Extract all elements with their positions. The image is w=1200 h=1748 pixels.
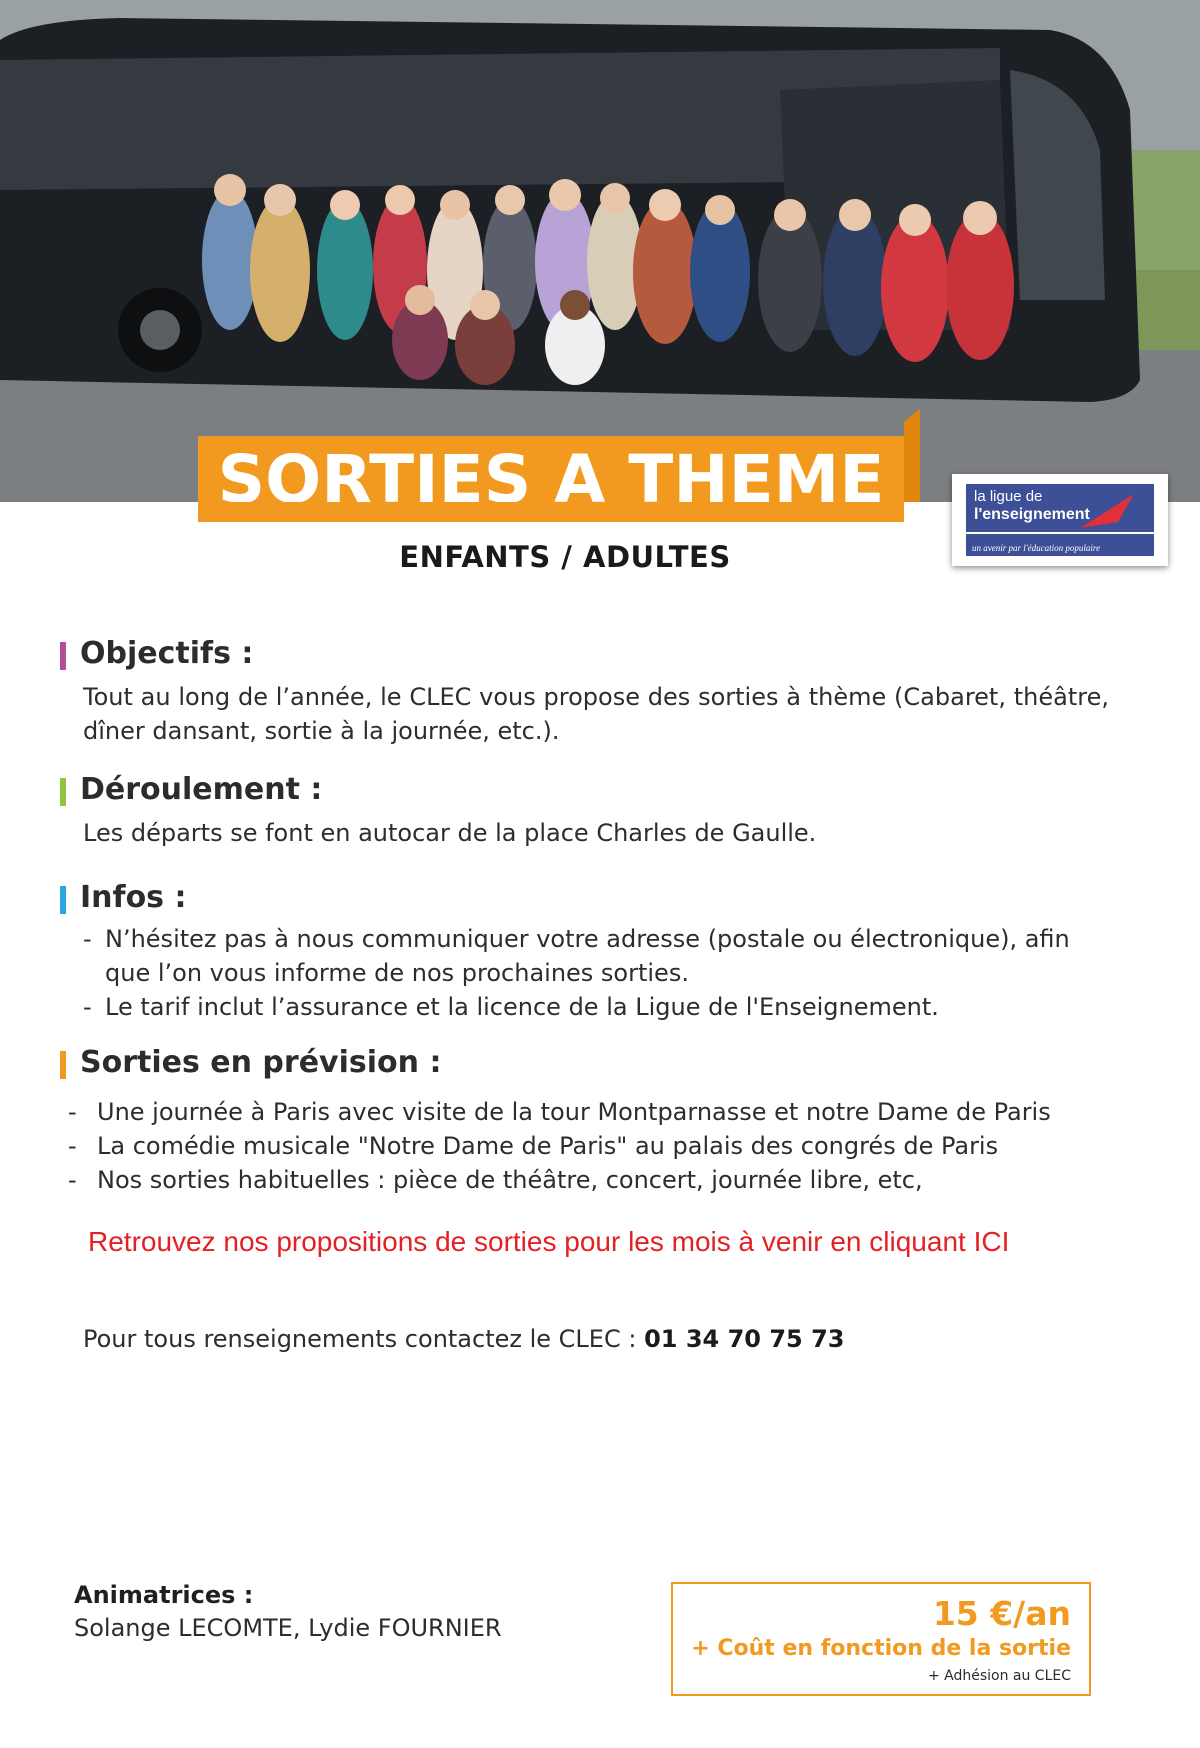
section-bar bbox=[60, 642, 66, 670]
section-objectifs-heading bbox=[60, 636, 253, 672]
deroulement-text: Les départs se font en autocar de la place Charles de Gaulle. bbox=[83, 819, 817, 847]
heading-text: Objectifs : bbox=[80, 636, 254, 671]
sorties-link[interactable]: Retrouvez nos propositions de sorties pour les mois à venir en cliquant ICI bbox=[88, 1226, 1010, 1257]
list-item-text: Une journée à Paris avec visite de la tour Montparnasse et notre Dame de Paris bbox=[97, 1098, 1051, 1126]
title-banner-tail bbox=[198, 502, 904, 522]
price-note: + Adhésion au CLEC bbox=[927, 1668, 1071, 1684]
page-subtitle: ENFANTS / ADULTES bbox=[399, 540, 731, 574]
list-item-text: Le tarif inclut l’assurance et la licence de la Ligue de l'Enseignement. bbox=[105, 993, 939, 1021]
section-bar bbox=[60, 886, 66, 914]
title-banner bbox=[198, 436, 904, 502]
infos-list bbox=[83, 922, 1103, 1024]
list-item bbox=[83, 922, 1103, 990]
dash-icon: - bbox=[83, 993, 92, 1021]
heading-text: Déroulement : bbox=[80, 772, 323, 807]
dash-icon: - bbox=[68, 1166, 77, 1194]
section-bar bbox=[60, 778, 66, 806]
bus-group-illustration bbox=[0, 0, 1200, 502]
section-bar bbox=[60, 1051, 66, 1079]
list-item-text: N’hésitez pas à nous communiquer votre adresse (postale ou électronique), afin que l’on vous informe de nos prochaines sorties. bbox=[105, 925, 1070, 987]
logo-line-1: la ligue de bbox=[974, 488, 1043, 505]
dash-icon: - bbox=[68, 1132, 77, 1160]
logo-line-2: l'enseignement bbox=[974, 506, 1090, 523]
price-extra: + Coût en fonction de la sortie bbox=[691, 1636, 1071, 1661]
hero-photo bbox=[0, 0, 1200, 502]
objectifs-text: Tout au long de l’année, le CLEC vous propose des sorties à thème (Cabaret, théâtre, dîner dansant, sortie à la journée, etc.). bbox=[83, 683, 1109, 745]
page-title: SORTIES A THEME bbox=[217, 440, 885, 502]
contact-label: Pour tous renseignements contactez le CLEC : bbox=[83, 1325, 645, 1353]
heading-text: Infos : bbox=[80, 880, 187, 915]
list-item bbox=[68, 1129, 1148, 1163]
price-amount: 15 €/an bbox=[932, 1594, 1071, 1633]
list-item-text: La comédie musicale "Notre Dame de Paris" au palais des congrés de Paris bbox=[97, 1132, 999, 1160]
price-box bbox=[671, 1582, 1091, 1696]
section-infos-heading bbox=[60, 880, 186, 916]
list-item bbox=[68, 1163, 1148, 1197]
prevision-list bbox=[68, 1095, 1148, 1197]
animatrices-names: Solange LECOMTE, Lydie FOURNIER bbox=[74, 1614, 502, 1642]
list-item bbox=[68, 1095, 1148, 1129]
animatrices-title: Animatrices : bbox=[74, 1581, 254, 1609]
logo-tagline: un avenir par l'éducation populaire bbox=[972, 543, 1101, 553]
section-deroulement-heading bbox=[60, 772, 322, 808]
dash-icon: - bbox=[68, 1098, 77, 1126]
list-item-text: Nos sorties habituelles : pièce de théâtre, concert, journée libre, etc, bbox=[97, 1166, 923, 1194]
heading-text: Sorties en prévision : bbox=[80, 1045, 442, 1080]
contact-phone: 01 34 70 75 73 bbox=[644, 1325, 845, 1353]
list-item bbox=[83, 990, 1103, 1024]
contact-line bbox=[83, 1325, 845, 1353]
section-prevision-heading bbox=[60, 1045, 441, 1081]
dash-icon: - bbox=[83, 925, 92, 953]
logo-arrow-icon bbox=[1078, 492, 1138, 532]
